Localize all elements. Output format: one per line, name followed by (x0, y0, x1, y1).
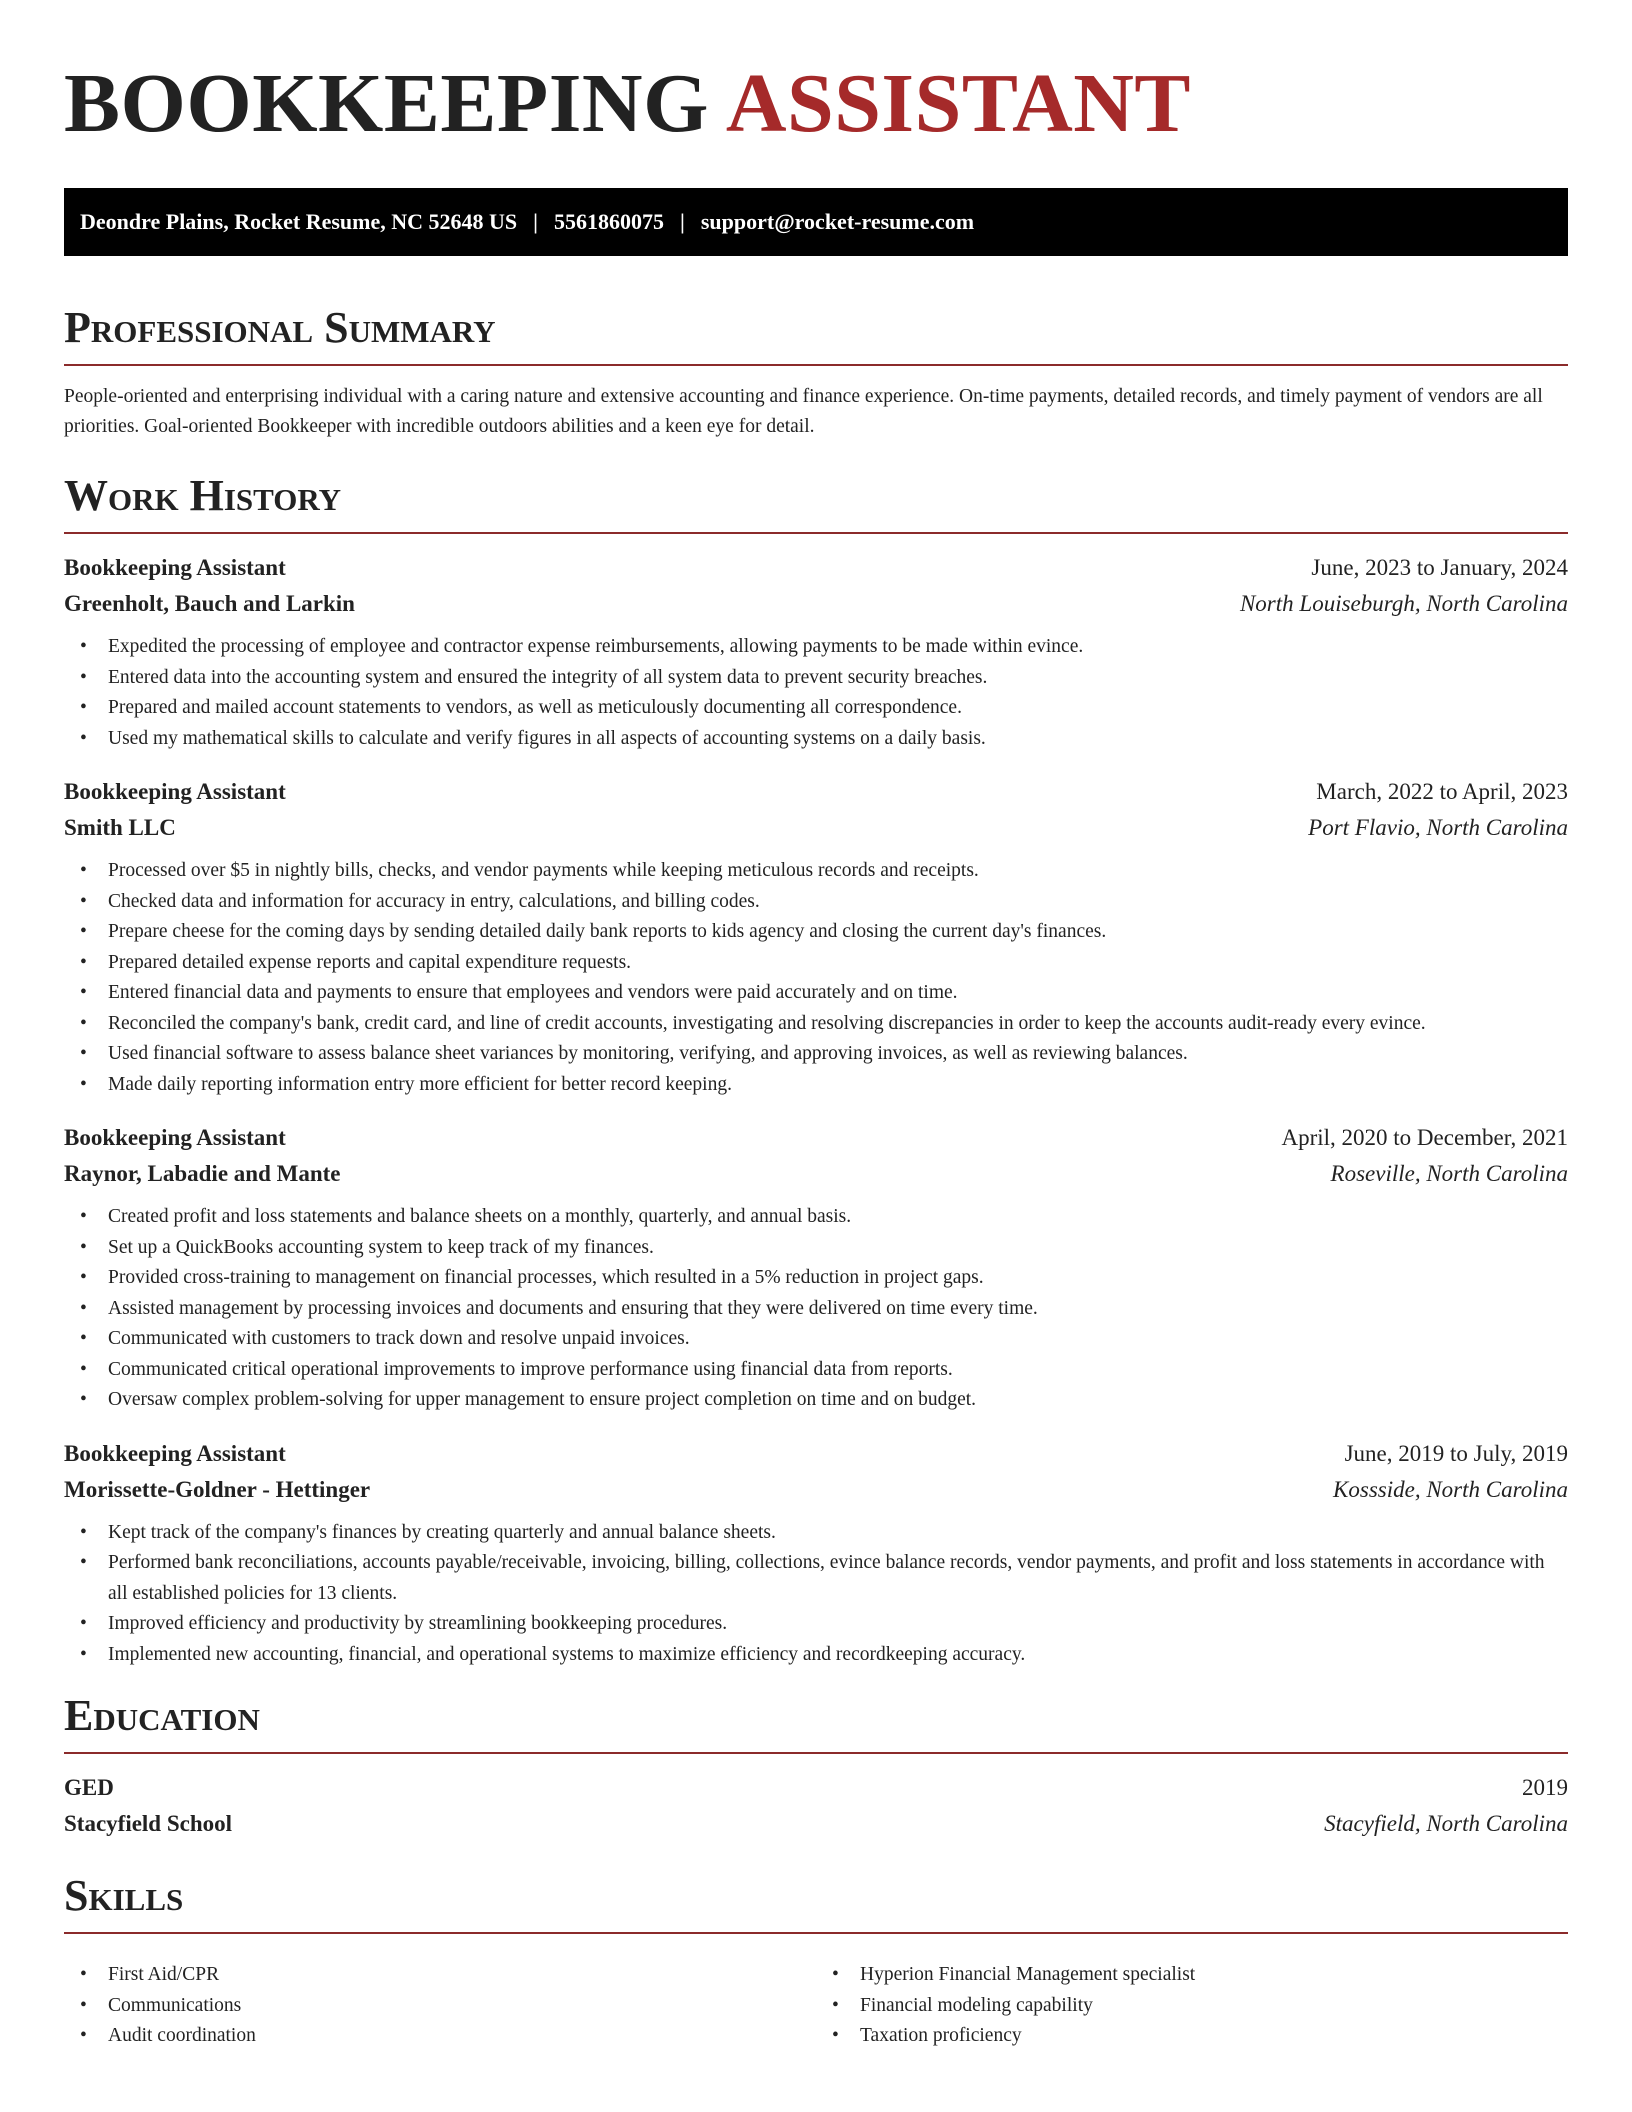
list-item: • Used my mathematical skills to calculate and verify figures in all aspects of accounting systems on a daily basis. (64, 724, 1568, 755)
list-item: • Reconciled the company's bank, credit card, and line of credit accounts, investigating and resolving discrepancies in order to keep the accounts audit-ready every evince. (64, 1009, 1568, 1040)
contact-address: Deondre Plains, Rocket Resume, NC 52648 US (80, 209, 518, 234)
job-location: North Louiseburgh, North Carolina (1239, 591, 1568, 616)
job-entry (64, 550, 1568, 754)
job-entry (64, 1120, 1568, 1416)
job-title: Bookkeeping Assistant (64, 779, 286, 804)
list-item: • Financial modeling capability (816, 1991, 1568, 2022)
section-divider (64, 1932, 1568, 1934)
list-item: • Processed over $5 in nightly bills, checks, and vendor payments while keeping meticulous records and receipts. (64, 856, 1568, 887)
job-bullets (64, 632, 1568, 754)
job-company: Raynor, Labadie and Mante (64, 1161, 341, 1186)
list-item: • Entered data into the accounting system and ensured the integrity of all system data to prevent security breaches. (64, 663, 1568, 694)
job-entry (64, 774, 1568, 1100)
skills-heading: Skills (64, 1871, 184, 1920)
list-item: • Assisted management by processing invoices and documents and ensuring that they were delivered on time every time. (64, 1294, 1568, 1325)
education-location: Stacyfield, North Carolina (1324, 1811, 1568, 1836)
job-dates: June, 2019 to July, 2019 (1344, 1440, 1568, 1466)
job-company: Smith LLC (64, 815, 176, 840)
contact-email: support@rocket-resume.com (700, 209, 975, 234)
job-location: Kossside, North Carolina (1333, 1476, 1568, 1502)
title-part-1: BOOKKEEPING (64, 57, 709, 150)
education-degree: GED (64, 1775, 114, 1800)
summary-section (64, 302, 1568, 442)
resume-title (64, 56, 1568, 152)
job-company: Greenholt, Bauch and Larkin (64, 591, 355, 616)
job-bullets (64, 1518, 1568, 1671)
education-school: Stacyfield School (64, 1811, 233, 1836)
job-bullets (64, 1202, 1568, 1416)
section-divider (64, 532, 1568, 534)
skills-list-right (816, 1960, 1568, 2052)
summary-heading: Professional Summary (64, 303, 496, 352)
list-item: • Taxation proficiency (816, 2021, 1568, 2052)
list-item: • Made daily reporting information entry more efficient for better record keeping. (64, 1070, 1568, 1101)
job-bullets (64, 856, 1568, 1100)
list-item: • Performed bank reconciliations, accounts payable/receivable, invoicing, billing, collections, evince balance records, vendor payments, and profit and loss statements in accordance with all established policies for 13 clients. (64, 1548, 1568, 1609)
list-item: • Used financial software to assess balance sheet variances by monitoring, verifying, and approving invoices, as well as reviewing balances. (64, 1039, 1568, 1070)
title-part-2: ASSISTANT (725, 57, 1191, 150)
list-item: • Implemented new accounting, financial, and operational systems to maximize efficiency and recordkeeping accuracy. (64, 1640, 1568, 1671)
job-company: Morissette-Goldner - Hettinger (64, 1476, 371, 1502)
job-entry (64, 1436, 1568, 1671)
list-item: • Communications (64, 1991, 816, 2022)
list-item: • Oversaw complex problem-solving for upper management to ensure project completion on time and on budget. (64, 1385, 1568, 1416)
list-item: • Created profit and loss statements and balance sheets on a monthly, quarterly, and annual basis. (64, 1202, 1568, 1233)
education-section (64, 1690, 1568, 1842)
list-item: • Checked data and information for accuracy in entry, calculations, and billing codes. (64, 887, 1568, 918)
list-item: • Provided cross-training to management on financial processes, which resulted in a 5% reduction in project gaps. (64, 1263, 1568, 1294)
list-item: • Set up a QuickBooks accounting system to keep track of my finances. (64, 1233, 1568, 1264)
contact-phone: 5561860075 (554, 209, 664, 234)
skills-section (64, 1870, 1568, 2072)
contact-separator: | (533, 209, 538, 234)
list-item: • First Aid/CPR (64, 1960, 816, 1991)
job-dates: March, 2022 to April, 2023 (1316, 779, 1568, 804)
skills-list-left (64, 1960, 816, 2052)
list-item: • Kept track of the company's finances by creating quarterly and annual balance sheets. (64, 1518, 1568, 1549)
job-location: Port Flavio, North Carolina (1308, 815, 1568, 840)
list-item: • Hyperion Financial Management specialist (816, 1960, 1568, 1991)
list-item: • Expedited the processing of employee and contractor expense reimbursements, allowing payments to be made within evince. (64, 632, 1568, 663)
list-item: • Improved efficiency and productivity by streamlining bookkeeping procedures. (64, 1609, 1568, 1640)
education-heading: Education (64, 1691, 260, 1740)
list-item: • Prepared and mailed account statements to vendors, as well as meticulously documenting all correspondence. (64, 693, 1568, 724)
section-divider (64, 364, 1568, 366)
list-item: • Audit coordination (64, 2021, 816, 2052)
job-title: Bookkeeping Assistant (64, 555, 286, 580)
job-dates: April, 2020 to December, 2021 (1281, 1125, 1568, 1150)
education-year: 2019 (1522, 1775, 1568, 1800)
work-history-section (64, 470, 1568, 1670)
job-dates: June, 2023 to January, 2024 (1311, 555, 1568, 580)
list-item: • Communicated critical operational improvements to improve performance using financial data from reports. (64, 1355, 1568, 1386)
list-item: • Entered financial data and payments to ensure that employees and vendors were paid accurately and on time. (64, 978, 1568, 1009)
list-item: • Prepared detailed expense reports and capital expenditure requests. (64, 948, 1568, 979)
work-history-heading: Work History (64, 471, 342, 520)
list-item: • Communicated with customers to track down and resolve unpaid invoices. (64, 1324, 1568, 1355)
section-divider (64, 1752, 1568, 1754)
contact-separator: | (680, 209, 685, 234)
list-item: • Prepare cheese for the coming days by sending detailed daily bank reports to kids agency and closing the current day's finances. (64, 917, 1568, 948)
job-title: Bookkeeping Assistant (64, 1440, 286, 1466)
contact-bar (64, 188, 1568, 256)
job-title: Bookkeeping Assistant (64, 1125, 286, 1150)
summary-text: People-oriented and enterprising individual with a caring nature and extensive accounting and finance experience. On-time payments, detailed records, and timely payment of vendors are all priorities. Goal-oriented Bookkeeper with incredible outdoors abilities and a keen eye for detail. (64, 386, 1543, 437)
job-location: Roseville, North Carolina (1330, 1161, 1568, 1186)
